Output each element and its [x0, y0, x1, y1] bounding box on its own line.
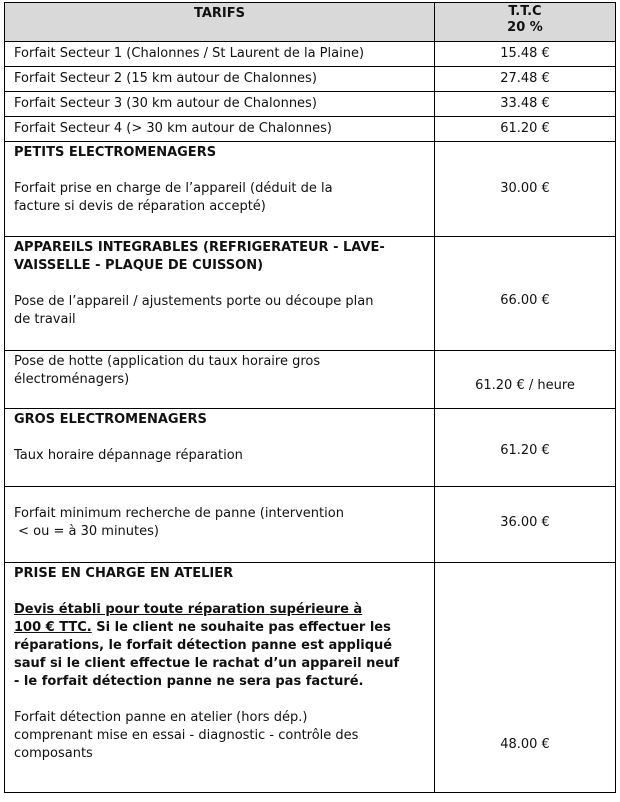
gros-cell: [5, 409, 435, 486]
forfait-min-line2: < ou = à 30 minutes): [14, 524, 159, 539]
forfait-label: Forfait Secteur 4 (> 30 km autour de Chalonnes): [5, 117, 435, 141]
header-vat-rate: 20 %: [507, 20, 543, 35]
petits-line1: Forfait prise en charge de l’appareil (déduit de la: [14, 181, 333, 196]
forfait-min-cell: [5, 487, 435, 562]
petits-line2: facture si devis de réparation accepté): [14, 199, 266, 214]
forfait-price: 61.20 €: [500, 121, 550, 136]
petits-cell: [5, 142, 435, 236]
atelier-line3: composants: [14, 746, 93, 761]
section-petits: [5, 141, 615, 236]
table-row: [5, 116, 615, 141]
section-title-line2: VAISSELLE - PLAQUE DE CUISSON): [14, 258, 264, 273]
devis-line1: Devis établi pour toute réparation supérieure à: [14, 602, 363, 617]
forfait-price: 27.48 €: [500, 71, 550, 86]
devis-line2-rest: Si le client ne souhaite pas effectuer les: [91, 620, 391, 635]
forfait-min-line1: Forfait minimum recherche de panne (intervention: [14, 506, 344, 521]
header-tarifs: TARIFS: [5, 3, 435, 41]
atelier-cell: [5, 563, 435, 792]
table-row: [5, 66, 615, 91]
section-forfait-min: [5, 486, 615, 562]
integrables-line1: Pose de l’appareil / ajustements porte ou découpe plan: [14, 294, 374, 309]
forfait-min-price: 36.00 €: [500, 514, 550, 530]
hotte-cell: [5, 351, 435, 408]
integrables-price: 66.00 €: [500, 292, 550, 308]
section-atelier: [5, 562, 615, 792]
atelier-line2: comprenant mise en essai - diagnostic - contrôle des: [14, 728, 359, 743]
devis-line4: sauf si le client effectue le rachat d’un appareil neuf: [14, 656, 400, 671]
forfait-label: Forfait Secteur 1 (Chalonnes / St Laurent de la Plaine): [5, 42, 435, 66]
table-row: [5, 41, 615, 66]
header-ttc-label: T.T.C: [508, 4, 542, 19]
devis-line3: réparations, le forfait détection panne est appliqué: [14, 638, 393, 653]
section-title-line1: APPAREILS INTEGRABLES (REFRIGERATEUR - LAVE-: [14, 240, 385, 255]
table-header: [5, 3, 615, 41]
hotte-price: 61.20 € / heure: [475, 377, 575, 393]
hotte-line2: électroménagers): [14, 372, 130, 387]
section-integrables: [5, 236, 615, 350]
section-title: PETITS ELECTROMENAGERS: [14, 145, 217, 160]
devis-line2: [14, 619, 425, 637]
atelier-price: 48.00 €: [500, 737, 550, 752]
petits-price: 30.00 €: [500, 181, 550, 196]
header-ttc: [435, 3, 615, 41]
integrables-line2: de travail: [14, 312, 76, 327]
forfait-price: 15.48 €: [500, 46, 550, 61]
devis-amount: 100 € TTC.: [14, 620, 92, 635]
section-gros: [5, 408, 615, 486]
tariff-table: [4, 2, 616, 793]
hotte-line1: Pose de hotte (application du taux horaire gros: [14, 354, 321, 369]
atelier-line1: Forfait détection panne en atelier (hors dép.): [14, 710, 308, 725]
forfait-price: 33.48 €: [500, 96, 550, 111]
table-row: [5, 91, 615, 116]
section-title: GROS ELECTROMENAGERS: [14, 412, 207, 427]
section-hotte: [5, 350, 615, 408]
devis-line5: - le forfait détection panne ne sera pas facturé.: [14, 674, 364, 689]
forfait-label: Forfait Secteur 2 (15 km autour de Chalonnes): [5, 67, 435, 91]
forfait-label: Forfait Secteur 3 (30 km autour de Chalonnes): [5, 92, 435, 116]
devis-notice: [14, 601, 425, 691]
integrables-cell: [5, 237, 435, 350]
gros-line1: Taux horaire dépannage réparation: [14, 448, 243, 463]
gros-price: 61.20 €: [500, 442, 550, 458]
section-title: PRISE EN CHARGE EN ATELIER: [14, 566, 234, 581]
